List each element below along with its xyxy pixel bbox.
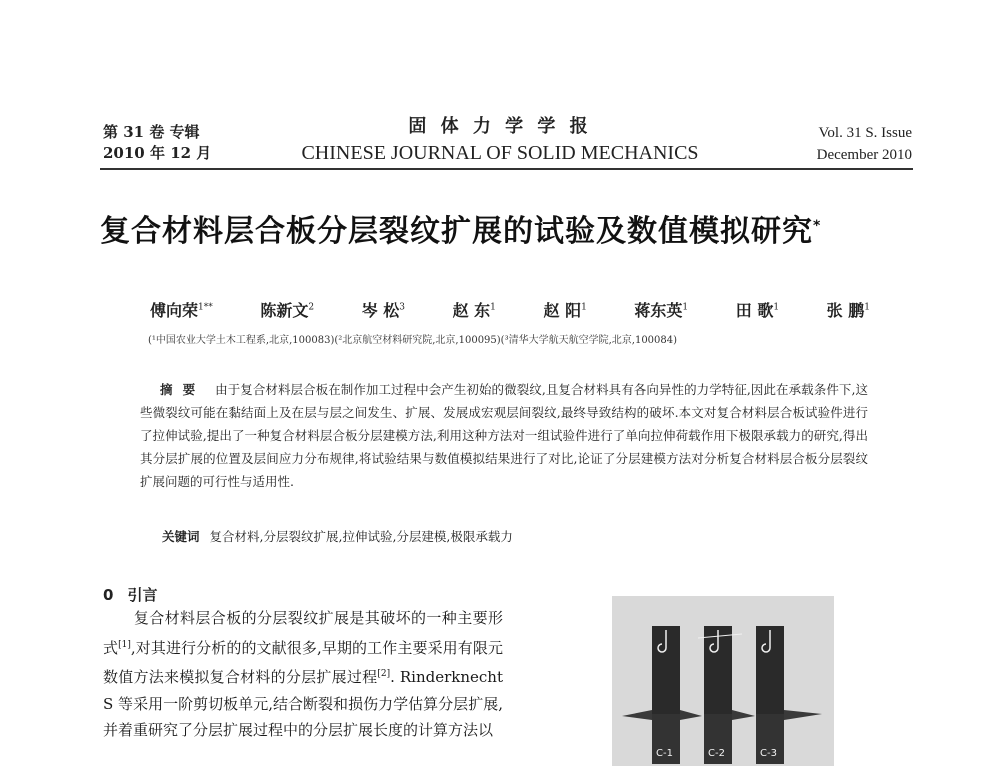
specimen-photo [612,596,834,766]
specimen-photo-drawing [612,596,834,766]
paper-title [100,206,920,250]
author-name: 赵 东 [452,301,491,320]
author-name: 赵 阳 [543,301,582,320]
author [544,298,587,321]
journal-name-cn: 固 体 力 学 学 报 [408,116,592,137]
section-heading [103,584,157,605]
author-affil-mark: 1 [773,302,780,313]
journal-name-en: CHINESE JOURNAL OF SOLID MECHANICS [301,142,699,164]
affiliations: (¹中国农业大学土木工程系,北京,100083)(²北京航空材料研究院,北京,100095)(³清华大学航天航空学院,北京,100084) [148,335,678,346]
abstract [140,378,868,493]
author [150,298,213,321]
abstract-text: 由于复合材料层合板在制作加工过程中会产生初始的微裂纹,且复合材料具有各向异性的力学特征,因此在承载条件下,这些微裂纹可能在黏结面上及在层与层之间发生、扩展、发展成宏观层间裂纹,最终导致结构的破坏.本文对复合材料层合板试验件进行了拉伸试验,提出了一种复合材料层合板分层建模方法,利用这种方法对一组试验件进行了单向拉伸荷载作用下极限承载力的研究,得出其分层扩展的位置及层间应力分布规律,将试验结果与数值模拟结果进行了对比,论证了分层建模方法对分析复合材料层合板分层裂纹扩展问题的可行性与适用性. [140,382,868,489]
keywords [162,527,862,545]
author-affil-mark: 2 [308,302,315,313]
date-cn: 2010 年 12 月 [103,144,212,162]
section-number: 0 [103,586,114,604]
author [634,298,688,321]
volume-cn: 第 31 卷 专辑 [103,123,200,141]
author-list [150,298,870,321]
specimen-label: C-2 [708,748,725,759]
author [736,298,779,321]
author-affil-mark: 1 [864,302,870,313]
author-name: 岑 松 [361,301,400,320]
author-name: 陈新文 [260,301,309,320]
body-text-part: 复合材料层合板的分层裂纹扩展是其破坏的一种主要形式 [103,609,503,657]
author-name: 张 鹏 [826,301,865,320]
keywords-text: 复合材料,分层裂纹扩展,拉伸试验,分层建模,极限承载力 [209,529,513,544]
author [827,298,870,321]
date-en: December 2010 [816,147,912,163]
author [260,298,314,321]
author [362,298,405,321]
specimen-label: C-1 [656,748,673,759]
author-affil-mark: 1 [682,302,689,313]
author-name: 傅向荣 [150,301,199,320]
paper-title-text: 复合材料层合板分层裂纹扩展的试验及数值模拟研究 [100,214,813,249]
author-affil-mark: 3 [399,302,405,313]
header-rule [100,168,913,170]
issue-info-en [780,122,912,166]
title-footnote-mark: * [813,218,822,234]
issue-info-cn [103,122,211,164]
citation: [2] [377,669,391,679]
section-title: 引言 [127,586,158,604]
author-name: 蒋东英 [634,301,683,320]
author [453,298,496,321]
author-affil-mark: 1 [490,302,496,313]
journal-name [270,112,730,165]
citation: [1] [118,639,131,650]
author-name: 田 歌 [735,301,774,320]
specimen-label: C-3 [760,748,777,759]
body-text-part: . Rinderknecht S 等采用一阶剪切板单元,结合断裂和损伤力学估算分层扩展,并着重研究了分层扩展过程中的分层扩展长度的计算方法以 [103,668,503,739]
author-affil-mark: 1 [581,302,587,313]
body-text-part: ,对其进行分析的的文献很多,早期的工作主要采用有限元数值方法来模拟复合材料的分层扩展过程 [103,638,503,686]
section-body [103,605,503,744]
keywords-label: 关键词 [162,529,200,544]
author-affil-mark: 1** [198,302,213,313]
volume-en: Vol. 31 S. Issue [818,125,912,141]
abstract-label: 摘要 [160,382,206,397]
